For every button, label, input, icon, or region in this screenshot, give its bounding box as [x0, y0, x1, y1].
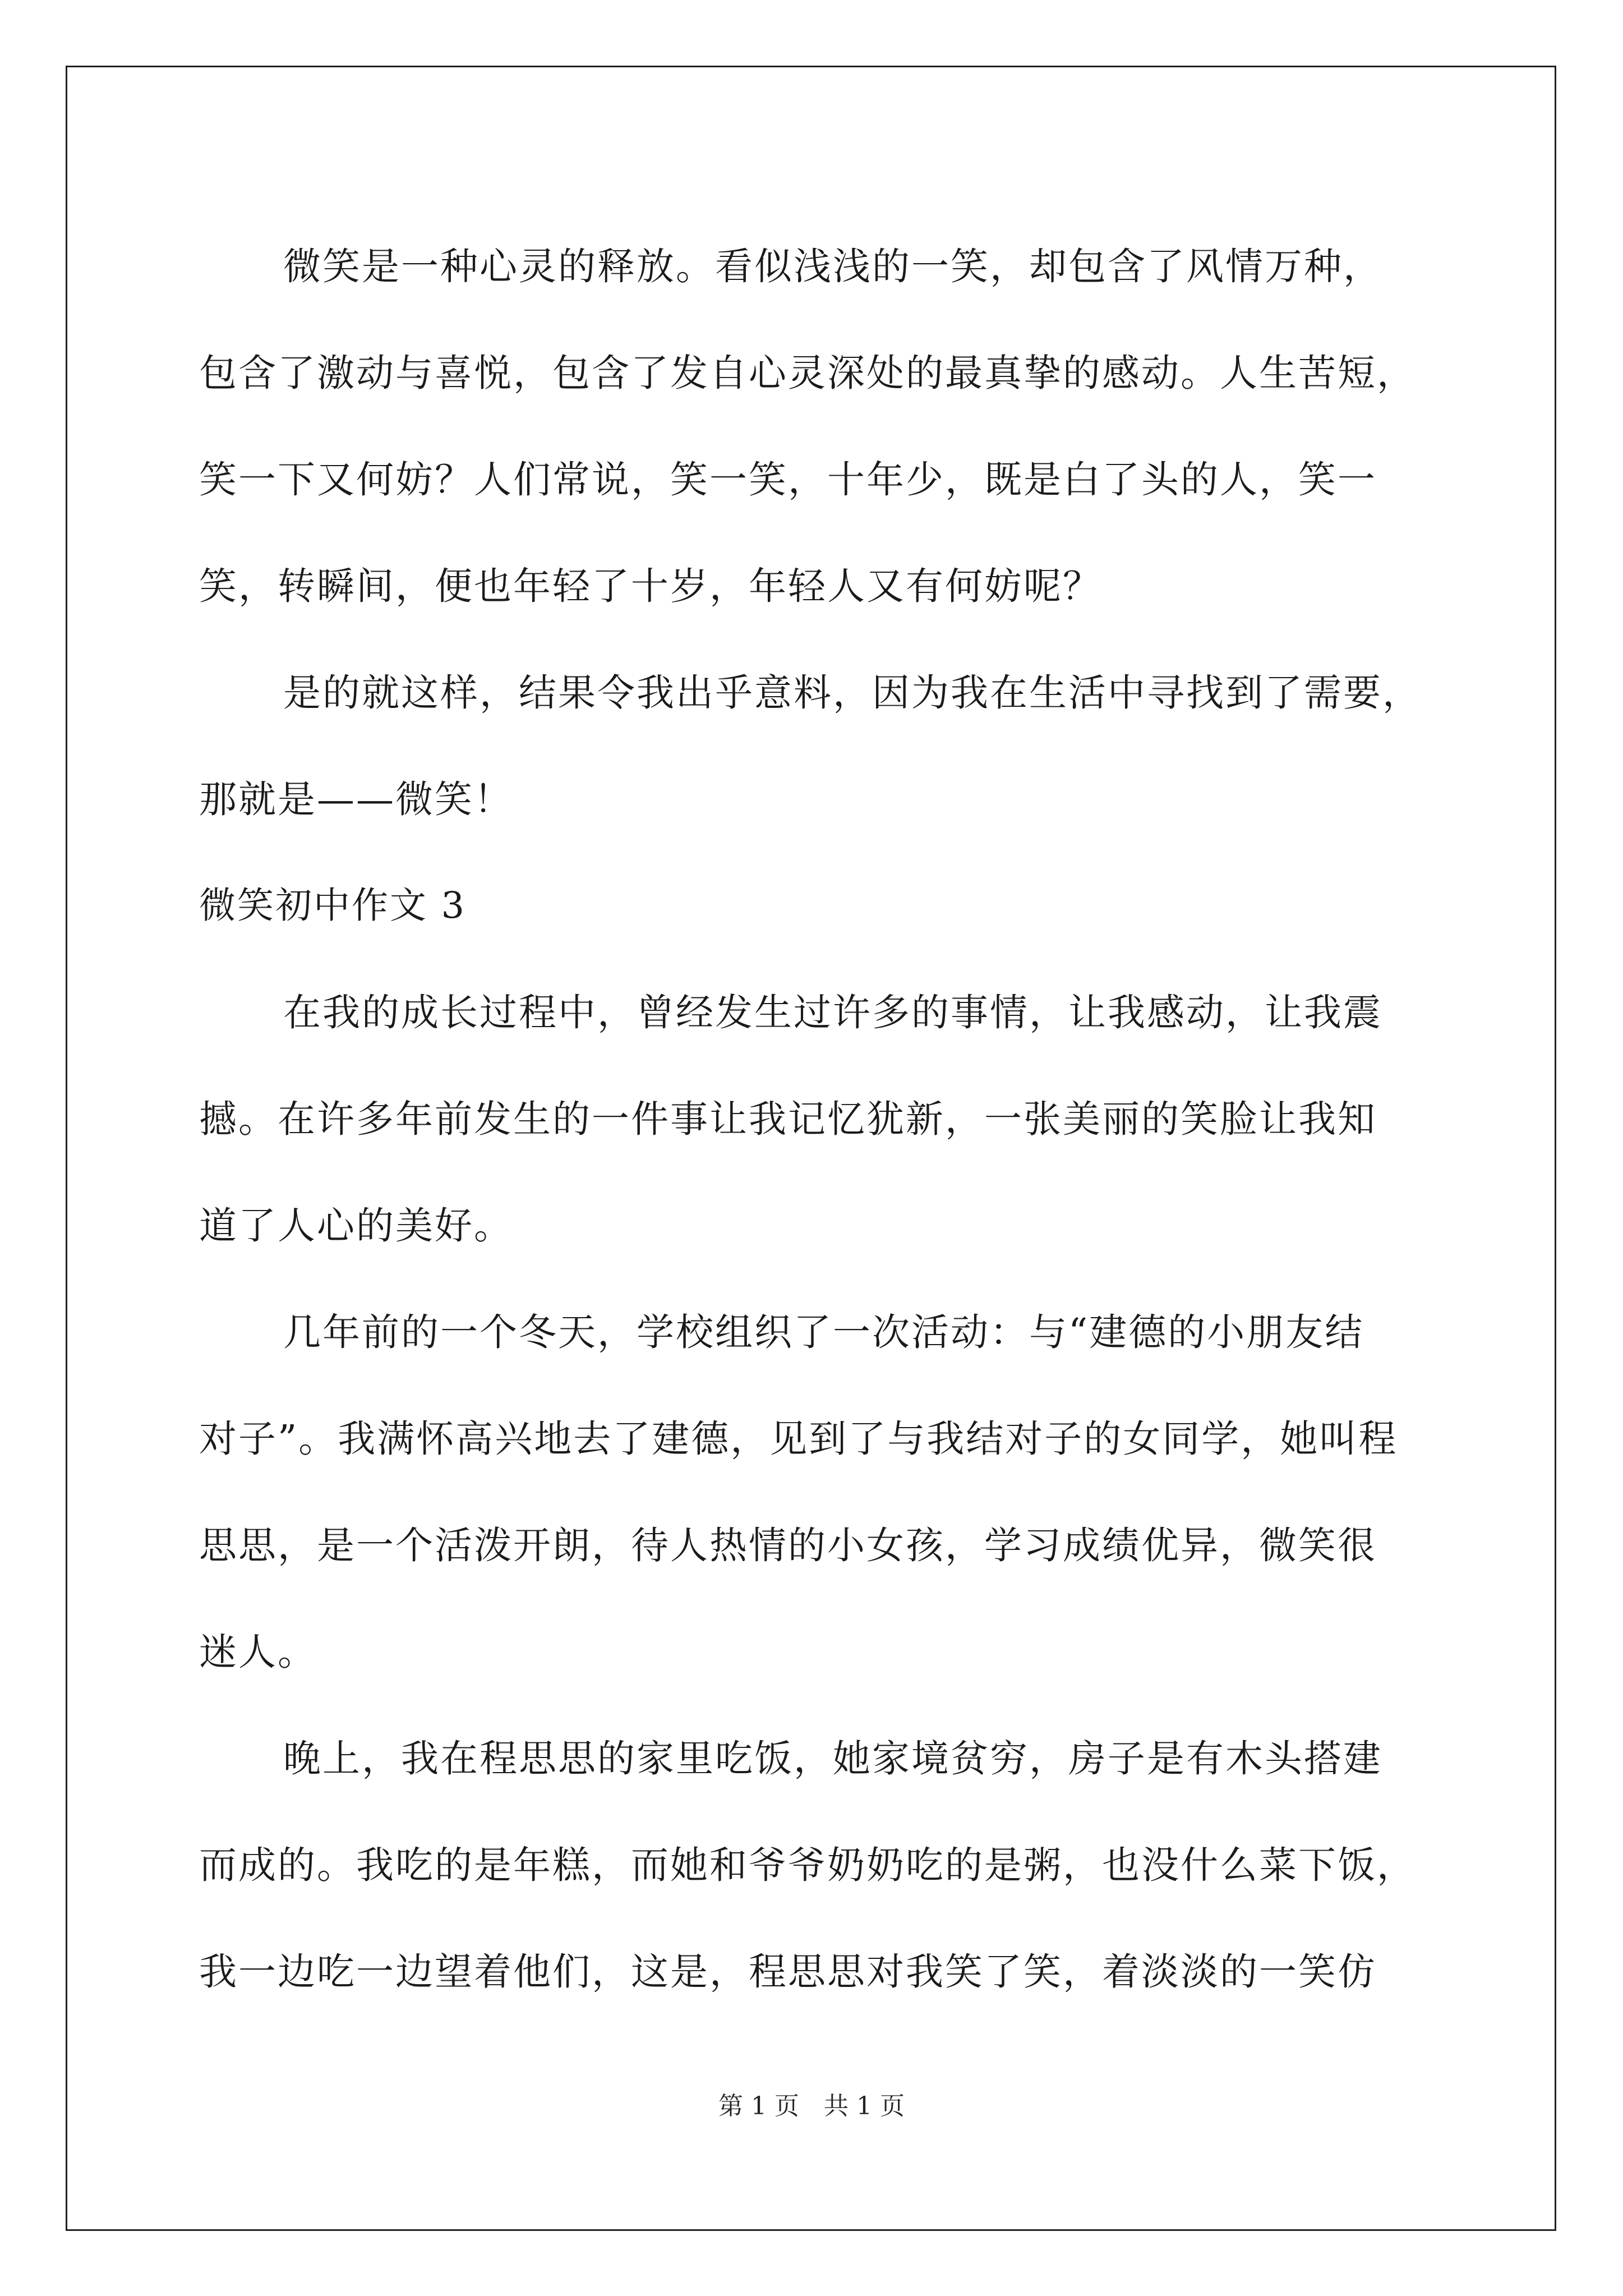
- text-line: 几年前的一个冬天，学校组织了一次活动：与“建德的小朋友结: [283, 1310, 1364, 1354]
- document-body: [199, 213, 1450, 2025]
- text-line: 晚上，我在程思思的家里吃饭，她家境贫穷，房子是有木头搭建: [283, 1737, 1382, 1780]
- text-line: 撼。在许多年前发生的一件事让我记忆犹新，一张美丽的笑脸让我知: [199, 1097, 1377, 1141]
- page-number-footer: 第 1 页 共 1 页: [718, 2092, 905, 2120]
- text-line: 我一边吃一边望着他们，这是，程思思对我笑了笑，着淡淡的一笑仿: [199, 1950, 1377, 1994]
- text-line: 笑，转瞬间，便也年轻了十岁，年轻人又有何妨呢？: [199, 564, 1102, 608]
- text-line: 思思，是一个活泼开朗，待人热情的小女孩，学习成绩优异，微笑很: [199, 1524, 1377, 1567]
- text-line: 那就是——微笑！: [199, 777, 513, 821]
- text-line: 在我的成长过程中，曾经发生过许多的事情，让我感动，让我震: [283, 991, 1382, 1034]
- text-line: 包含了激动与喜悦，包含了发自心灵深处的最真挚的感动。人生苦短，: [199, 351, 1416, 395]
- text-line: 是的就这样，结果令我出乎意料，因为我在生活中寻找到了需要，: [283, 671, 1422, 715]
- text-line: 道了人心的美好。: [199, 1204, 513, 1248]
- text-line: 迷人。: [199, 1630, 317, 1674]
- text-line: 而成的。我吃的是年糕，而她和爷爷奶奶吃的是粥，也没什么菜下饭，: [199, 1843, 1416, 1887]
- text-line: 微笑是一种心灵的释放。看似浅浅的一笑，却包含了风情万种，: [283, 245, 1382, 288]
- text-line: 笑一下又何妨？人们常说，笑一笑，十年少，既是白了头的人，笑一: [199, 458, 1377, 501]
- section-heading: 微笑初中作文 3: [199, 885, 467, 927]
- text-line: 对子”。我满怀高兴地去了建德，见到了与我结对子的女同学，她叫程: [199, 1417, 1398, 1461]
